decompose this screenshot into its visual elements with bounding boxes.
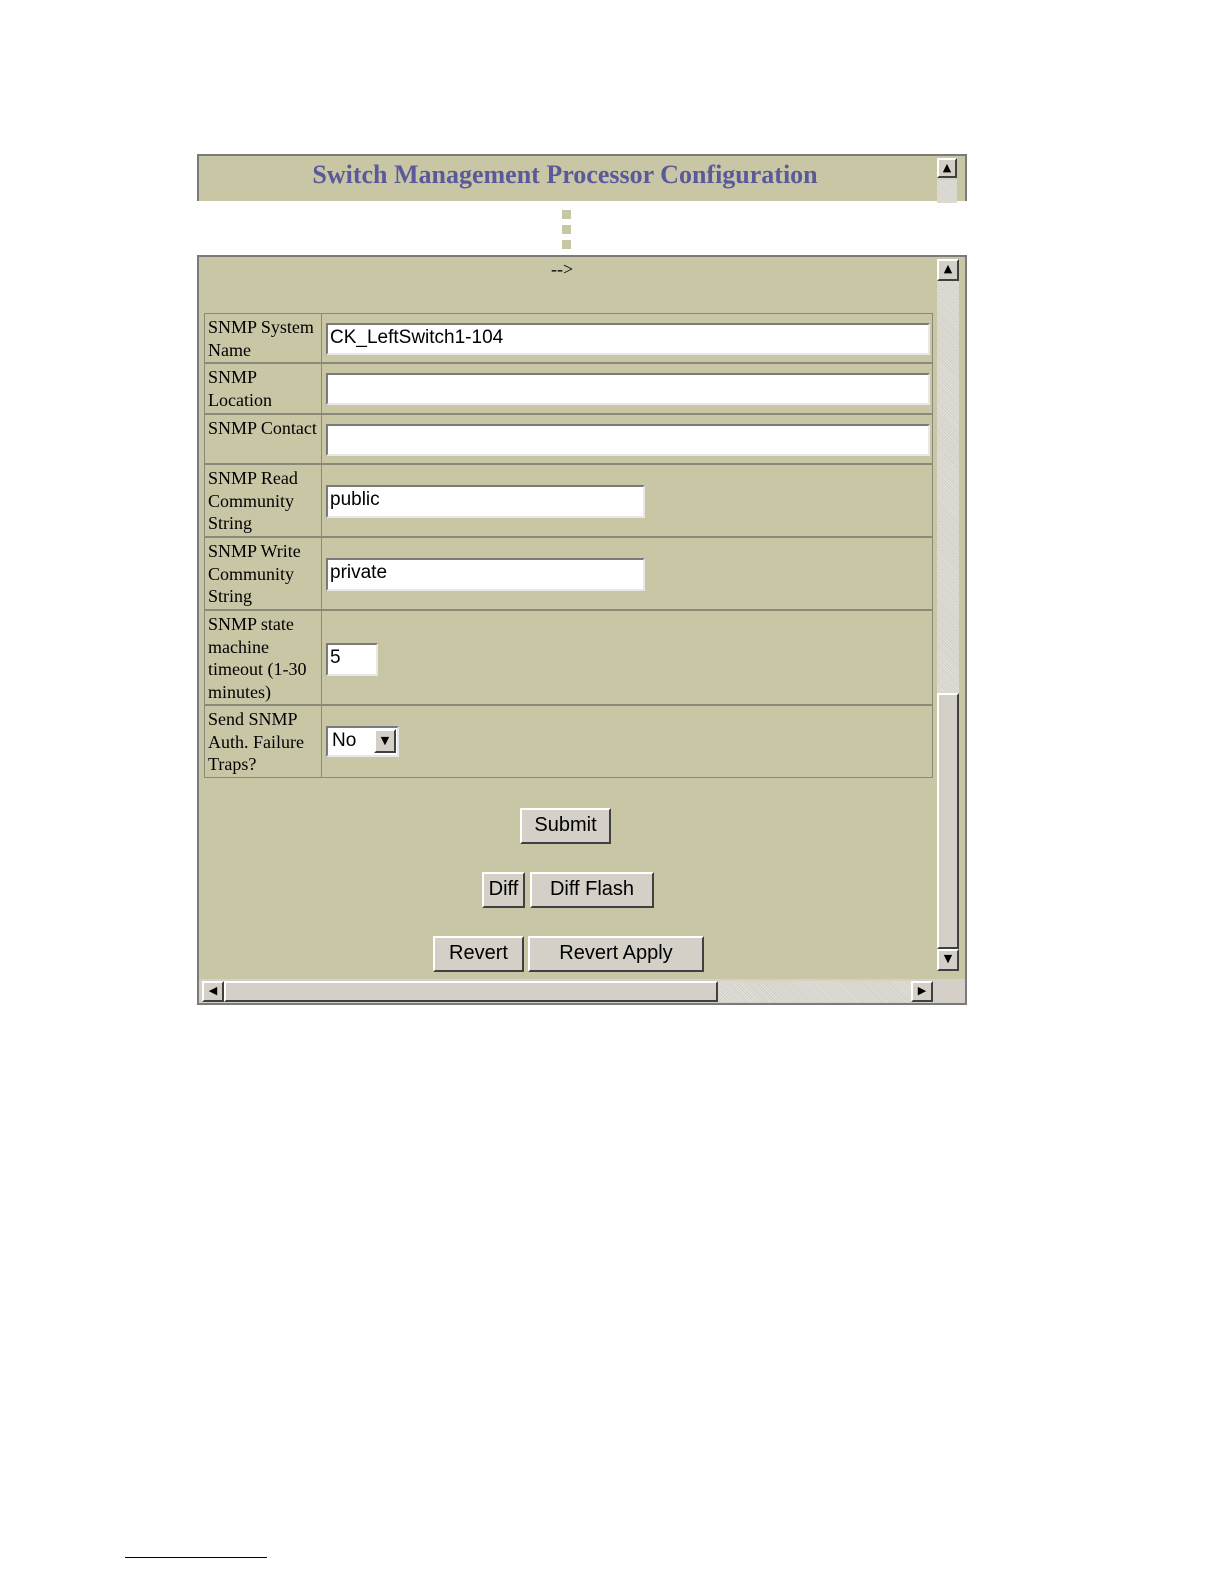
footnote-divider xyxy=(125,1557,267,1558)
scroll-thumb[interactable] xyxy=(937,693,959,949)
field-label: SNMP Location xyxy=(205,364,322,413)
scroll-right-icon[interactable]: ▶ xyxy=(911,981,933,1002)
auth-traps-select[interactable] xyxy=(326,726,399,757)
write-community-input[interactable]: private xyxy=(326,558,645,591)
scroll-down-icon[interactable]: ▼ xyxy=(937,949,959,971)
system-name-input[interactable]: CK_LeftSwitch1-104 xyxy=(326,323,930,355)
diff-flash-button[interactable]: Diff Flash xyxy=(530,872,654,908)
revert-button[interactable]: Revert xyxy=(433,936,524,972)
scroll-track[interactable] xyxy=(718,981,911,1002)
config-frame xyxy=(197,255,967,1005)
selected-value: No xyxy=(332,730,357,751)
field-label: SNMP state machine timeout (1-30 minutes) xyxy=(205,611,322,704)
field-row-location xyxy=(204,363,933,414)
page-title: Switch Management Processor Configuration xyxy=(312,160,818,189)
revert-apply-button[interactable]: Revert Apply xyxy=(528,936,704,972)
vertical-scrollbar[interactable] xyxy=(937,259,959,971)
field-row-read-community xyxy=(204,464,933,537)
frame-splitter-dot[interactable] xyxy=(562,210,571,219)
horizontal-scrollbar[interactable] xyxy=(199,979,937,1003)
timeout-input[interactable]: 5 xyxy=(326,643,378,676)
header-text: --> xyxy=(551,259,574,279)
scroll-left-icon[interactable]: ◀ xyxy=(202,981,224,1002)
field-label: Send SNMP Auth. Failure Traps? xyxy=(205,706,322,777)
field-label: SNMP Write Community String xyxy=(205,538,322,609)
field-label: SNMP Contact xyxy=(205,415,322,463)
submit-button[interactable]: Submit xyxy=(520,808,611,844)
field-row-write-community xyxy=(204,537,933,610)
frame-splitter-dot[interactable] xyxy=(562,240,571,249)
field-label: SNMP Read Community String xyxy=(205,465,322,536)
scroll-track[interactable] xyxy=(937,281,959,693)
read-community-input[interactable]: public xyxy=(326,485,645,518)
scrollbar-corner xyxy=(937,979,965,1003)
chevron-down-icon[interactable]: ▼ xyxy=(374,729,396,753)
contact-input[interactable] xyxy=(326,424,930,456)
frame-splitter-dot[interactable] xyxy=(562,225,571,234)
field-row-auth-traps xyxy=(204,705,933,778)
scroll-track[interactable] xyxy=(937,180,957,203)
field-row-contact xyxy=(204,414,933,464)
field-row-system-name xyxy=(204,313,933,363)
location-input[interactable] xyxy=(326,373,930,405)
top-frame xyxy=(197,154,967,201)
field-row-timeout xyxy=(204,610,933,705)
top-frame-vertical-scrollbar[interactable] xyxy=(937,158,957,203)
diff-button[interactable]: Diff xyxy=(482,872,525,908)
scroll-up-icon[interactable]: ▲ xyxy=(937,158,957,178)
field-label: SNMP System Name xyxy=(205,314,322,362)
scroll-thumb[interactable] xyxy=(224,981,718,1002)
scroll-up-icon[interactable]: ▲ xyxy=(937,259,959,281)
